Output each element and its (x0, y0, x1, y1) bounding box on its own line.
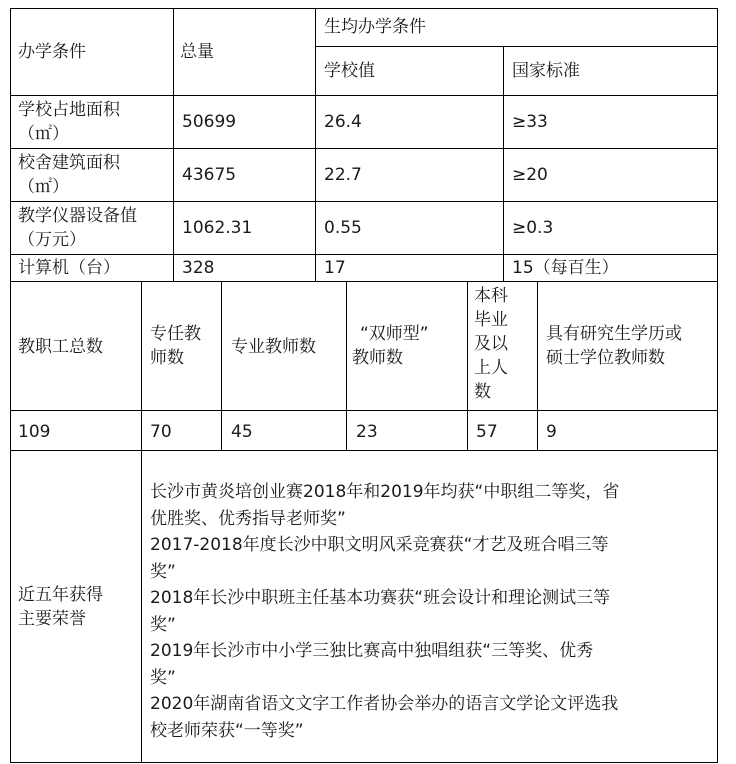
row-building-area-name: 校舍建筑面积 （㎡） (18, 153, 120, 197)
header-bachelor-teachers: 本科 毕业 及以 上人 数 (474, 286, 508, 402)
header-per-student: 生均办学条件 (324, 17, 426, 37)
row-equipment-standard: ≥0.3 (512, 218, 554, 238)
header-total-staff: 教职工总数 (18, 337, 103, 357)
t1-col3-divider (503, 46, 504, 281)
honor-line: 校老师荣获“一等奖” (150, 720, 304, 741)
border-left (10, 8, 11, 762)
honor-line: 2020年湖南省语文文字工作者协会举办的语言文学论文评选我 (150, 694, 619, 714)
value-professional-teachers: 45 (231, 422, 253, 442)
row-land-area-name: 学校占地面积 （㎡） (18, 100, 120, 144)
t2-col2-divider (221, 281, 222, 450)
header-professional-teachers: 专业教师数 (231, 337, 316, 357)
value-master-teachers: 9 (546, 422, 557, 442)
row-land-area-standard: ≥33 (512, 112, 548, 132)
border-bottom (10, 762, 718, 763)
t2-col4-divider (467, 281, 468, 450)
value-total-staff: 109 (18, 422, 51, 442)
row-land-area-total: 50699 (182, 112, 237, 132)
border-header-mid (315, 46, 718, 47)
header-school-value: 学校值 (324, 61, 375, 81)
border-row3-bottom (10, 254, 718, 255)
t2-col5-divider (537, 281, 538, 450)
row-building-area-standard: ≥20 (512, 165, 548, 185)
row-computer-name: 计算机（台） (18, 258, 120, 278)
header-total: 总量 (180, 42, 214, 62)
t1-col1-divider (173, 8, 174, 281)
border-header-bottom (10, 95, 718, 96)
t2-col3-divider (346, 281, 347, 450)
value-dual-teachers: 23 (356, 422, 378, 442)
border-row2-bottom (10, 201, 718, 202)
row-building-area-total: 43675 (182, 165, 237, 185)
honor-line: 长沙市黄炎培创业赛2018年和2019年均获“中职组二等奖，省 (150, 482, 620, 502)
t2-values-bottom (10, 450, 718, 451)
header-fulltime-teachers: 专任教 师数 (150, 324, 201, 368)
row-land-area-school: 26.4 (324, 112, 362, 132)
row-equipment-school: 0.55 (324, 218, 362, 238)
honor-line: 奖” (150, 561, 176, 582)
header-condition: 办学条件 (18, 42, 86, 62)
t1-col2-divider (315, 8, 316, 281)
value-bachelor-teachers: 57 (476, 422, 498, 442)
border-row4-bottom (10, 281, 718, 282)
honor-line: 2019年长沙市中小学三独比赛高中独唱组获“三等奖、优秀 (150, 641, 594, 661)
row-computer-school: 17 (324, 258, 346, 278)
border-row1-bottom (10, 148, 718, 149)
row-computer-total: 328 (182, 258, 215, 278)
value-fulltime-teachers: 70 (150, 422, 172, 442)
header-national-standard: 国家标准 (512, 61, 580, 81)
border-top (10, 8, 718, 9)
border-right (717, 8, 718, 762)
row-building-area-school: 22.7 (324, 165, 362, 185)
t2-header-bottom (10, 410, 718, 411)
honors-label: 近五年获得 主要荣誉 (18, 585, 103, 629)
row-computer-standard: 15（每百生） (512, 258, 619, 278)
honor-line: 奖” (150, 667, 176, 688)
row-equipment-name: 教学仪器设备值 （万元） (18, 206, 137, 250)
honor-line: 2018年长沙中职班主任基本功赛获“班会设计和理论测试三等 (150, 588, 611, 608)
header-master-teachers: 具有研究生学历或 硕士学位教师数 (546, 324, 682, 368)
t2-col1-divider (141, 281, 142, 762)
honors-list (150, 479, 714, 744)
row-equipment-total: 1062.31 (182, 218, 253, 238)
honor-line: 奖” (150, 614, 176, 635)
header-dual-teachers: “双师型” 教师数 (352, 324, 429, 368)
honor-line: 2017-2018年度长沙中职文明风采竞赛获“才艺及班合唱三等 (150, 535, 609, 555)
honor-line: 优胜奖、优秀指导老师奖” (150, 508, 346, 529)
